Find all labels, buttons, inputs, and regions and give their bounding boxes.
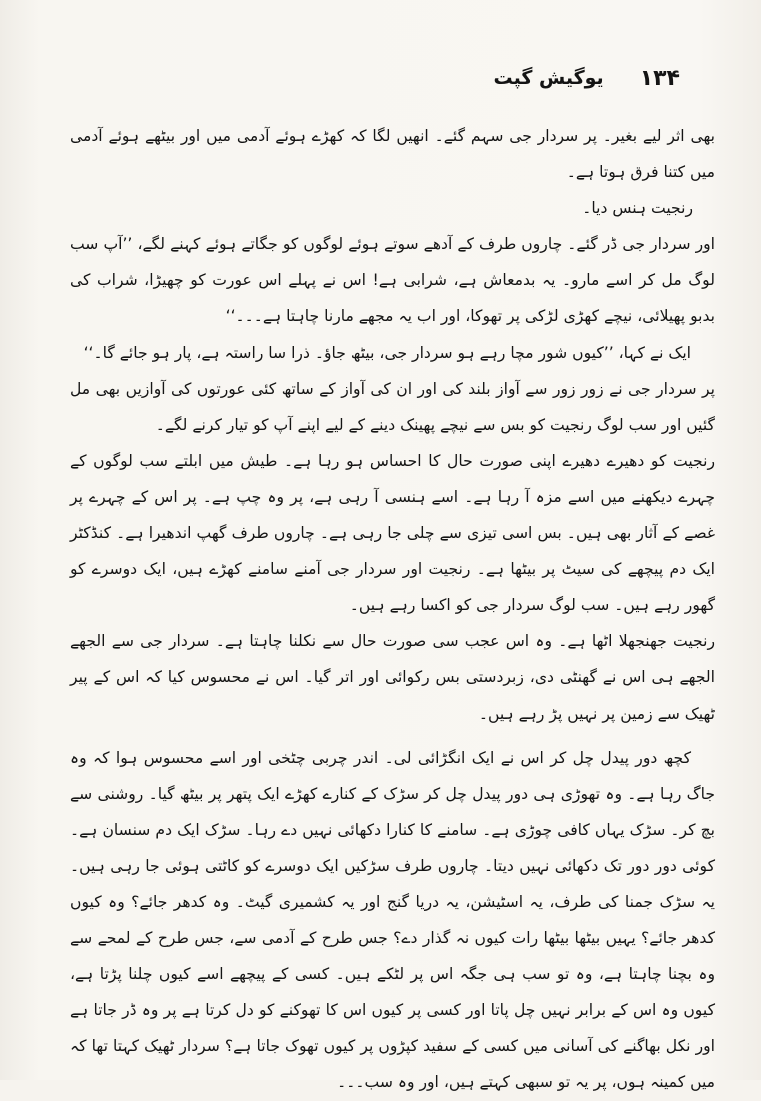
page-number: ۱۳۴ bbox=[639, 65, 680, 91]
paragraph: بھی اثر لیے بغیر۔ پر سردار جی سہم گئے۔ انھیں لگا کہ کھڑے ہوئے آدمی میں اور بیٹھے ہوئے آدمی میں کتنا فرق ہوتا ہے۔ bbox=[70, 127, 715, 182]
paragraph: رنجیت جھنجھلا اٹھا ہے۔ وہ اس عجب سی صورت حال سے نکلنا چاہتا ہے۔ سردار جی سے الجھے الجھے ہی اس نے گھنٹی دی، زبردستی بس رکوائی اور اتر گیا۔ اس نے محسوس کیا کہ اس کے پیر ٹھیک سے زمین پر نہیں پڑ رہے ہیں۔ bbox=[70, 632, 715, 723]
paragraph: ایک نے کہا، ’’کیوں شور مچا رہے ہو سردار جی، بیٹھ جاؤ۔ ذرا سا راستہ ہے، پار ہو جائے گا۔‘‘ bbox=[83, 343, 691, 362]
paragraph: کچھ دور پیدل چل کر اس نے ایک انگڑائی لی۔ اندر چربی چٹخی اور اسے محسوس ہوا کہ وہ جاگ رہا ہے۔ وہ تھوڑی ہی دور پیدل چل کر سڑک کے کنارے کھڑے ایک پتھر پر بیٹھ گیا۔ روشنی سے بچ کر۔ سڑک یہاں کافی چوڑی ہے۔ سامنے کا کنارا دکھائی نہیں دے رہا۔ سڑک ایک دم سنسان ہے۔ کوئی دور دور تک دکھائی نہیں دیتا۔ چاروں طرف سڑکیں ایک دوسرے کو کاٹتی ہوئی جا رہی ہیں۔ یہ سڑک جمنا کی طرف، یہ اسٹیشن، یہ دریا گنج اور یہ کشمیری گیٹ۔ وہ کدھر جائے؟ وہ کیوں کدھر جائے؟ یہیں بیٹھا بیٹھا رات کیوں نہ گذار دے؟ جس طرح کے آدمی سے، جس طرح کے لمحے سے وہ بچنا چاہتا ہے، وہ تو سب ہی جگہ اس پر لٹکے ہیں۔ کسی کے پیچھے اسے کیوں چلنا پڑتا ہے، کیوں وہ اس کے برابر نہیں چل پاتا اور کسی پر کیوں اس کا تھوکنے کو دل کرتا ہے پر وہ ڈر جاتا ہے اور نکل بھاگنے کی آسانی میں کسی کے سفید کپڑوں پر کیوں تھوک جاتا ہے؟ سردار ٹھیک کہتا تھا کہ میں کمینہ ہوں، پر یہ تو سبھی کہتے ہیں، اور وہ سب۔۔۔ bbox=[70, 748, 715, 1092]
paragraph: رنجیت کو دھیرے دھیرے اپنی صورت حال کا احساس ہو رہا ہے۔ طیش میں ابلتے سب لوگوں کے چہرے دیکھنے میں اسے مزہ آ رہا ہے۔ اسے ہنسی آ رہی ہے، پر وہ چپ ہے۔ پر اس کے چہرے پر غصے کے آثار بھی ہیں۔ بس اسی تیزی سے چلی جا رہی ہے۔ چاروں طرف گھپ اندھیرا ہے۔ کنڈکٹر ایک دم پیچھے کی سیٹ پر بیٹھا ہے۔ رنجیت اور سردار جی آمنے سامنے کھڑے ہیں، ایک دوسرے کو گھور رہے ہیں۔ سب لوگ سردار جی کو اکسا رہے ہیں۔ bbox=[70, 451, 715, 615]
running-title: یوگیش گپت bbox=[493, 67, 604, 89]
page-header bbox=[470, 58, 680, 98]
paragraph: پر سردار جی نے زور زور سے آواز بلند کی اور ان کی آواز کے ساتھ کئی عورتوں کی آوازیں بھی مل گئیں اور سب لوگ رنجیت کو بس سے نیچے پھینک دینے کے لیے اپنے آپ کو تیار کرنے لگے۔ bbox=[70, 379, 715, 434]
paragraph: اور سردار جی ڈر گئے۔ چاروں طرف کے آدھے سوتے ہوئے لوگوں کو جگاتے ہوئے کہنے لگے، ’’آپ سب لوگ مل کر اسے مارو۔ یہ بدمعاش ہے، شرابی ہے! اس نے پہلے اس عورت کو چھیڑا، شراب کی بدبو پھیلائی، نیچے کھڑی لڑکی پر تھوکا، اور اب یہ مجھے مارنا چاہتا ہے۔۔۔‘‘ bbox=[70, 235, 715, 326]
page-body bbox=[70, 118, 715, 1101]
paragraph: رنجیت ہنس دیا۔ bbox=[582, 199, 693, 218]
